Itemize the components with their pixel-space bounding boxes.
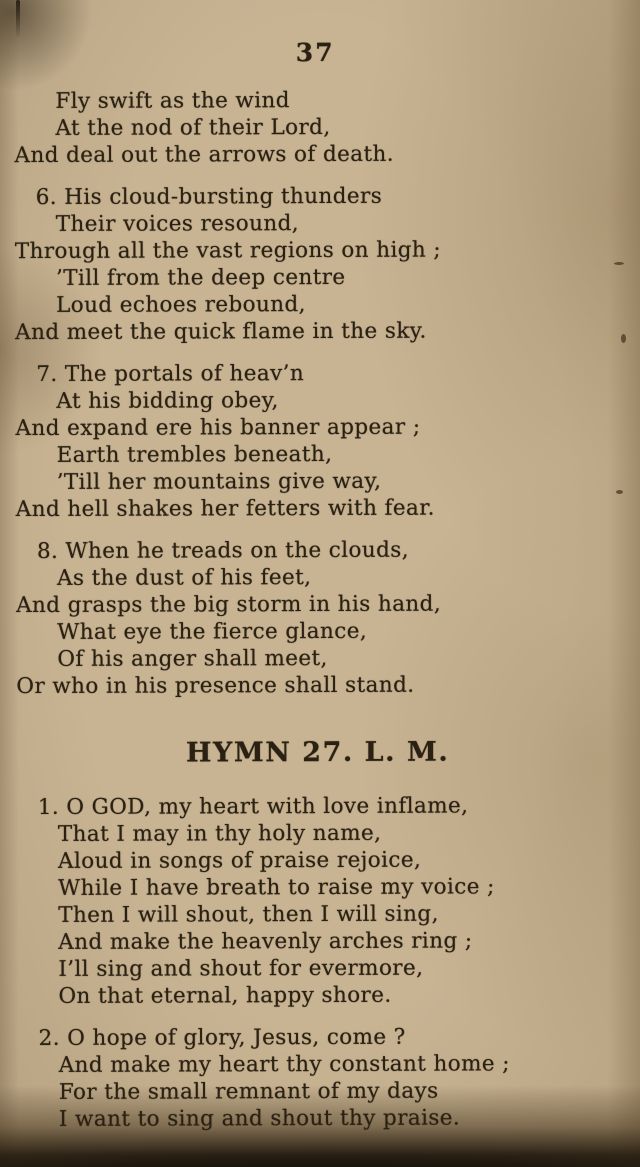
hymn-line: On that eternal, happy shore. — [58, 982, 392, 1009]
hymn-line: 1. O GOD, my heart with love inflame, — [37, 793, 469, 820]
stanza — [8, 86, 622, 169]
hymn-line: And hell shakes her fetters with fear. — [15, 495, 435, 523]
hymn-line: I’ll sing and shout for evermore, — [58, 955, 424, 982]
stanza — [9, 182, 624, 346]
hymn-line: Of his anger shall meet, — [57, 645, 328, 672]
hymn-line: While I have breath to raise my voice ; — [58, 874, 495, 901]
hymn-line: Their voices resound, — [55, 211, 299, 237]
hymn-27-heading: HYMN 27. L. M. — [185, 736, 450, 769]
hymn-line: That I may in thy holy name, — [57, 820, 382, 847]
hymn-line: And expand ere his banner appear ; — [15, 414, 421, 442]
hymn-line: Fly swift as the wind — [55, 88, 290, 114]
hymn-line: What eye the fierce glance, — [57, 618, 368, 645]
hymn-line: And grasps the big storm in his hand, — [16, 591, 442, 619]
hymn-line: ’Till from the deep centre — [55, 264, 346, 291]
hymn-line: At the nod of their Lord, — [55, 114, 331, 141]
hymn-line: Through all the vast regions on high ; — [14, 237, 442, 265]
hymn-line: I want to sing and shout thy praise. — [58, 1105, 461, 1132]
page-number: 37 — [295, 37, 335, 68]
hymn-line: ’Till her mountains give way, — [56, 468, 382, 495]
stanza — [12, 1023, 626, 1133]
hymn-line: Or who in his presence shall stand. — [16, 672, 415, 700]
hymn-26-continuation — [8, 86, 624, 700]
hymn-27-body — [11, 792, 626, 1133]
hymn-line: And make my heart thy constant home ; — [58, 1051, 510, 1078]
hymn-line: As the dust of his feet, — [56, 565, 312, 591]
hymn-line: 2. O hope of glory, Jesus, come ? — [38, 1024, 406, 1051]
hymn-line: Aloud in songs of praise rejoice, — [57, 847, 422, 874]
hymn-line: 6. His cloud-bursting thunders — [35, 183, 383, 210]
hymn-line: And deal out the arrows of death. — [14, 141, 395, 169]
hymn-line: And make the heavenly arches ring ; — [58, 928, 473, 955]
stanza — [11, 792, 626, 1010]
hymn-line: Loud echoes rebound, — [56, 292, 306, 318]
stanza — [9, 359, 624, 523]
stanza — [10, 536, 625, 700]
hymn-line: 7. The portals of heav’n — [36, 361, 305, 387]
hymn-line: At his bidding obey, — [56, 388, 279, 414]
hymn-line: For the small remnant of my days — [58, 1078, 439, 1105]
hymn-line: Earth trembles beneath, — [56, 441, 333, 468]
hymn-line: Then I will shout, then I will sing, — [58, 901, 439, 928]
hymn-line: And meet the quick flame in the sky. — [15, 318, 427, 346]
hymn-line: 8. When he treads on the clouds, — [36, 537, 409, 564]
